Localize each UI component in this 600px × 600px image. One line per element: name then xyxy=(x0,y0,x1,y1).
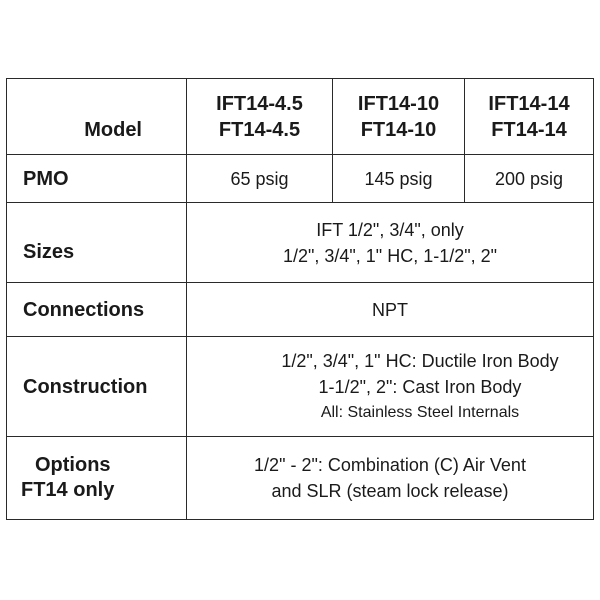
options-label-line: FT14 only xyxy=(21,479,115,501)
construction-label: Construction xyxy=(7,337,187,437)
table-row-pmo xyxy=(7,155,594,203)
table-row-connections xyxy=(7,283,594,337)
options-label xyxy=(7,437,187,520)
construction-value xyxy=(187,337,594,437)
sizes-line: IFT 1/2", 3/4", only xyxy=(316,219,464,240)
model-cell-1 xyxy=(187,79,333,155)
model-name: FT14-14 xyxy=(491,118,567,141)
table-row-model xyxy=(7,79,594,155)
construction-line: 1-1/2", 2": Cast Iron Body xyxy=(318,376,522,397)
options-value xyxy=(187,437,594,520)
pmo-label: PMO xyxy=(7,155,187,203)
options-label-line: Options xyxy=(35,454,111,476)
model-name: IFT14-14 xyxy=(488,92,570,115)
construction-line: 1/2", 3/4", 1" HC: Ductile Iron Body xyxy=(281,350,559,371)
sizes-value xyxy=(187,203,594,283)
pmo-value-2: 145 psig xyxy=(333,155,465,203)
model-name: IFT14-10 xyxy=(357,92,440,115)
options-line: and SLR (steam lock release) xyxy=(271,481,509,501)
model-label: Model xyxy=(7,79,187,155)
connections-value: NPT xyxy=(187,283,594,337)
connections-label: Connections xyxy=(7,283,187,337)
sizes-line: 1/2", 3/4", 1" HC, 1-1/2", 2" xyxy=(282,245,498,266)
pmo-value-3: 200 psig xyxy=(465,155,594,203)
table-row-construction xyxy=(7,337,594,437)
model-name: IFT14-4.5 xyxy=(216,92,303,115)
table-row-sizes xyxy=(7,203,594,283)
model-cell-3 xyxy=(465,79,594,155)
model-cell-2 xyxy=(333,79,465,155)
options-line: 1/2" - 2": Combination (C) Air Vent xyxy=(254,455,526,475)
model-name: FT14-10 xyxy=(360,118,437,141)
sizes-label: Sizes xyxy=(7,203,187,283)
spec-table xyxy=(6,78,594,520)
table-row-options xyxy=(7,437,594,520)
pmo-value-1: 65 psig xyxy=(187,155,333,203)
construction-line: All: Stainless Steel Internals xyxy=(320,403,520,421)
model-name: FT14-4.5 xyxy=(218,118,301,141)
